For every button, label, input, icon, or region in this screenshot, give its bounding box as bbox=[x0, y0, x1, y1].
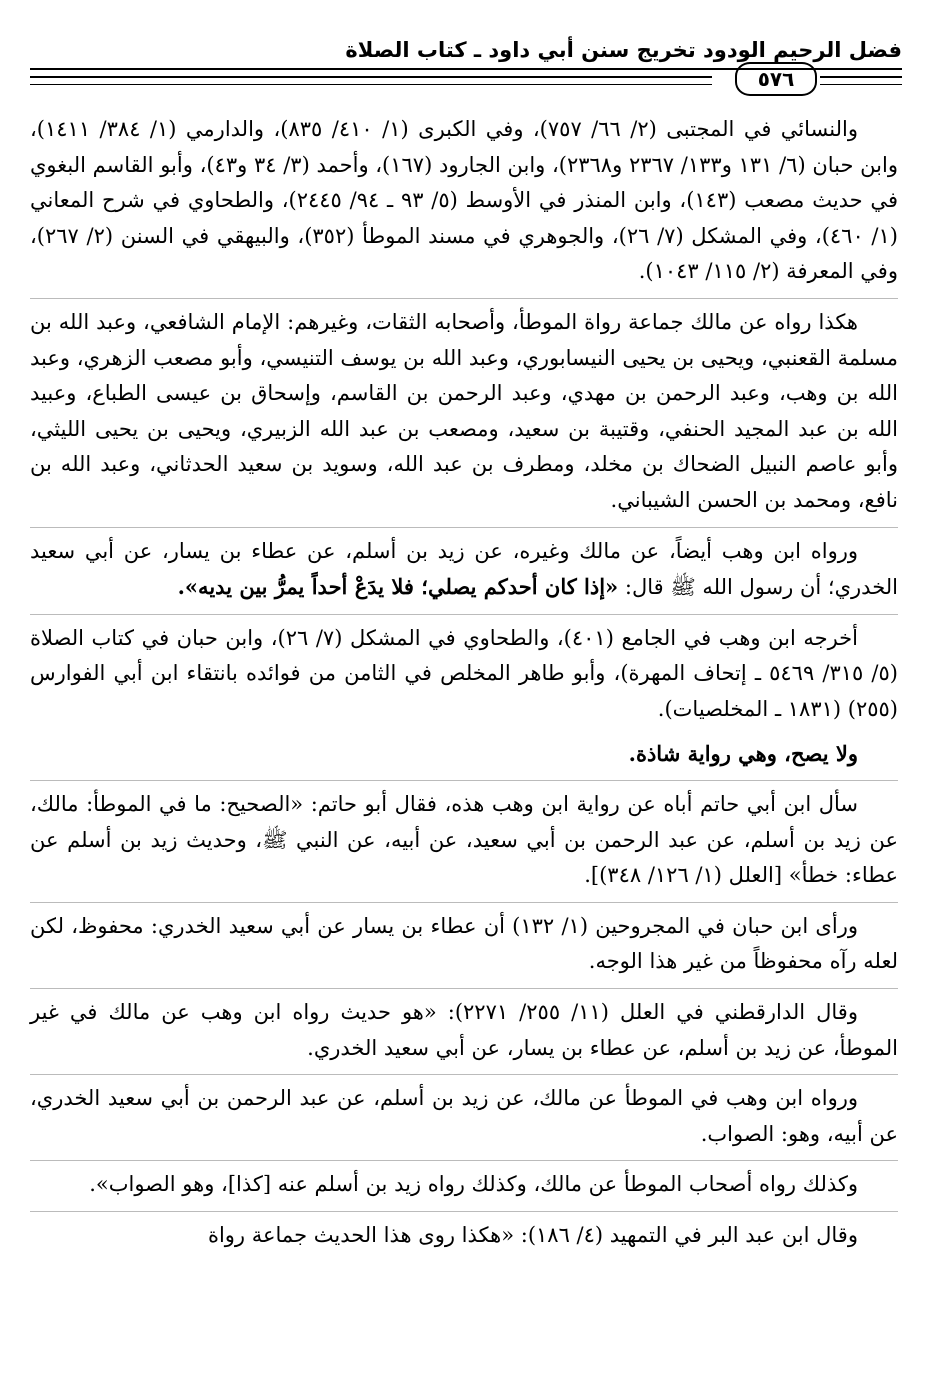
header-title: فضل الرحيم الودود تخريج سنن أبي داود ـ كتاب الصلاة bbox=[345, 38, 902, 62]
paragraph: أخرجه ابن وهب في الجامع (٤٠١)، والطحاوي في المشكل (٧/ ٢٦)، وابن حبان في كتاب الصلاة (٥/ ٣١٥/ ٥٤٦٩ ـ إتحاف المهرة)، وأبو طاهر المخلص في الثامن من فوائده بانتقاء ابن أبي الفوارس (٢٥٥) (١٨٣١ ـ المخلصيات). bbox=[30, 614, 898, 736]
ornament-line-right bbox=[820, 76, 902, 85]
paragraph: ورواه ابن وهب في الموطأ عن مالك، عن زيد بن أسلم، عن عبد الرحمن بن أبي سعيد الخدري، عن أبيه، وهو: الصواب. bbox=[30, 1074, 898, 1160]
paragraph: وكذلك رواه أصحاب الموطأ عن مالك، وكذلك رواه زيد بن أسلم عنه [كذا]، وهو الصواب». bbox=[30, 1160, 898, 1211]
hadith-text: «إذا كان أحدكم يصلي؛ فلا يدَعْ أحداً يمرُّ بين يديه». bbox=[177, 574, 619, 600]
page-number-ornament bbox=[30, 62, 902, 96]
paragraph: ورواه ابن وهب أيضاً، عن مالك وغيره، عن زيد بن أسلم، عن عطاء بن يسار، عن أبي سعيد الخدري؛ أن رسول الله ﷺ قال: «إذا كان أحدكم يصلي؛ فلا يدَعْ أحداً يمرُّ بين يديه». bbox=[30, 527, 898, 614]
paragraph bbox=[30, 736, 898, 781]
ruling-text: ولا يصح، وهي رواية شاذة. bbox=[628, 740, 858, 766]
paragraph: ورأى ابن حبان في المجروحين (١/ ١٣٢) أن عطاء بن يسار عن أبي سعيد الخدري: محفوظ، لكن لعله رآه محفوظاً من غير هذا الوجه. bbox=[30, 902, 898, 988]
page-body bbox=[30, 112, 898, 1262]
paragraph: والنسائي في المجتبى (٢/ ٦٦/ ٧٥٧)، وفي الكبرى (١/ ٤١٠/ ٨٣٥)، والدارمي (١/ ٣٨٤/ ١٤١١)، وابن حبان (٦/ ١٣١ و١٣٣/ ٢٣٦٧ و٢٣٦٨)، وابن الجارود (١٦٧)، وأحمد (٣/ ٣٤ و٤٣)، وأبو القاسم البغوي في حديث مصعب (١٤٣)، وابن المنذر في الأوسط (٥/ ٩٣ ـ ٩٤/ ٢٤٤٥)، والطحاوي في شرح المعاني (١/ ٤٦٠)، وفي المشكل (٧/ ٢٦)، والجوهري في مسند الموطأ (٣٥٢)، والبيهقي في السنن (٢/ ٢٦٧)، وفي المعرفة (٢/ ١١٥/ ١٠٤٣). bbox=[30, 117, 898, 284]
paragraph: سأل ابن أبي حاتم أباه عن رواية ابن وهب هذه، فقال أبو حاتم: «الصحيح: ما في الموطأ: مالك، عن زيد بن أسلم، عن عبد الرحمن بن أبي سعيد، عن أبيه، عن النبي ﷺ، وحديث زيد بن أسلم عن عطاء: خطأ» [العلل (١/ ١٢٦/ ٣٤٨)]. bbox=[30, 780, 898, 902]
paragraph: وقال ابن عبد البر في التمهيد (٤/ ١٨٦): «هكذا روى هذا الحديث جماعة رواة bbox=[30, 1211, 898, 1262]
page-number: ٥٧٦ bbox=[735, 62, 817, 96]
paragraph: وقال الدارقطني في العلل (١١/ ٢٥٥/ ٢٢٧١): «هو حديث رواه ابن وهب عن مالك في غير الموطأ، عن زيد بن أسلم، عن عطاء بن يسار، عن أبي سعيد الخدري. bbox=[30, 988, 898, 1074]
ornament-line-left bbox=[30, 76, 712, 85]
paragraph: هكذا رواه عن مالك جماعة رواة الموطأ، وأصحابه الثقات، وغيرهم: الإمام الشافعي، وعبد الله بن مسلمة القعنبي، ويحيى بن يحيى النيسابوري، وعبد الله بن يوسف التنيسي، وأبو مصعب الزهري، وعبد الله بن وهب، وعبد الرحمن بن مهدي، وعبد الرحمن بن القاسم، وإسحاق بن عيسى الطباع، وعبيد الله بن عبد المجيد الحنفي، وقتيبة بن سعيد، ومصعب بن عبد الله الزبيري، ويحيى بن يحيى الليثي، وأبو عاصم النبيل الضحاك بن مخلد، ومطرف بن عبد الله، وسويد بن سعيد الحدثاني، وعبد الله بن نافع، ومحمد بن الحسن الشيباني. bbox=[30, 298, 898, 527]
